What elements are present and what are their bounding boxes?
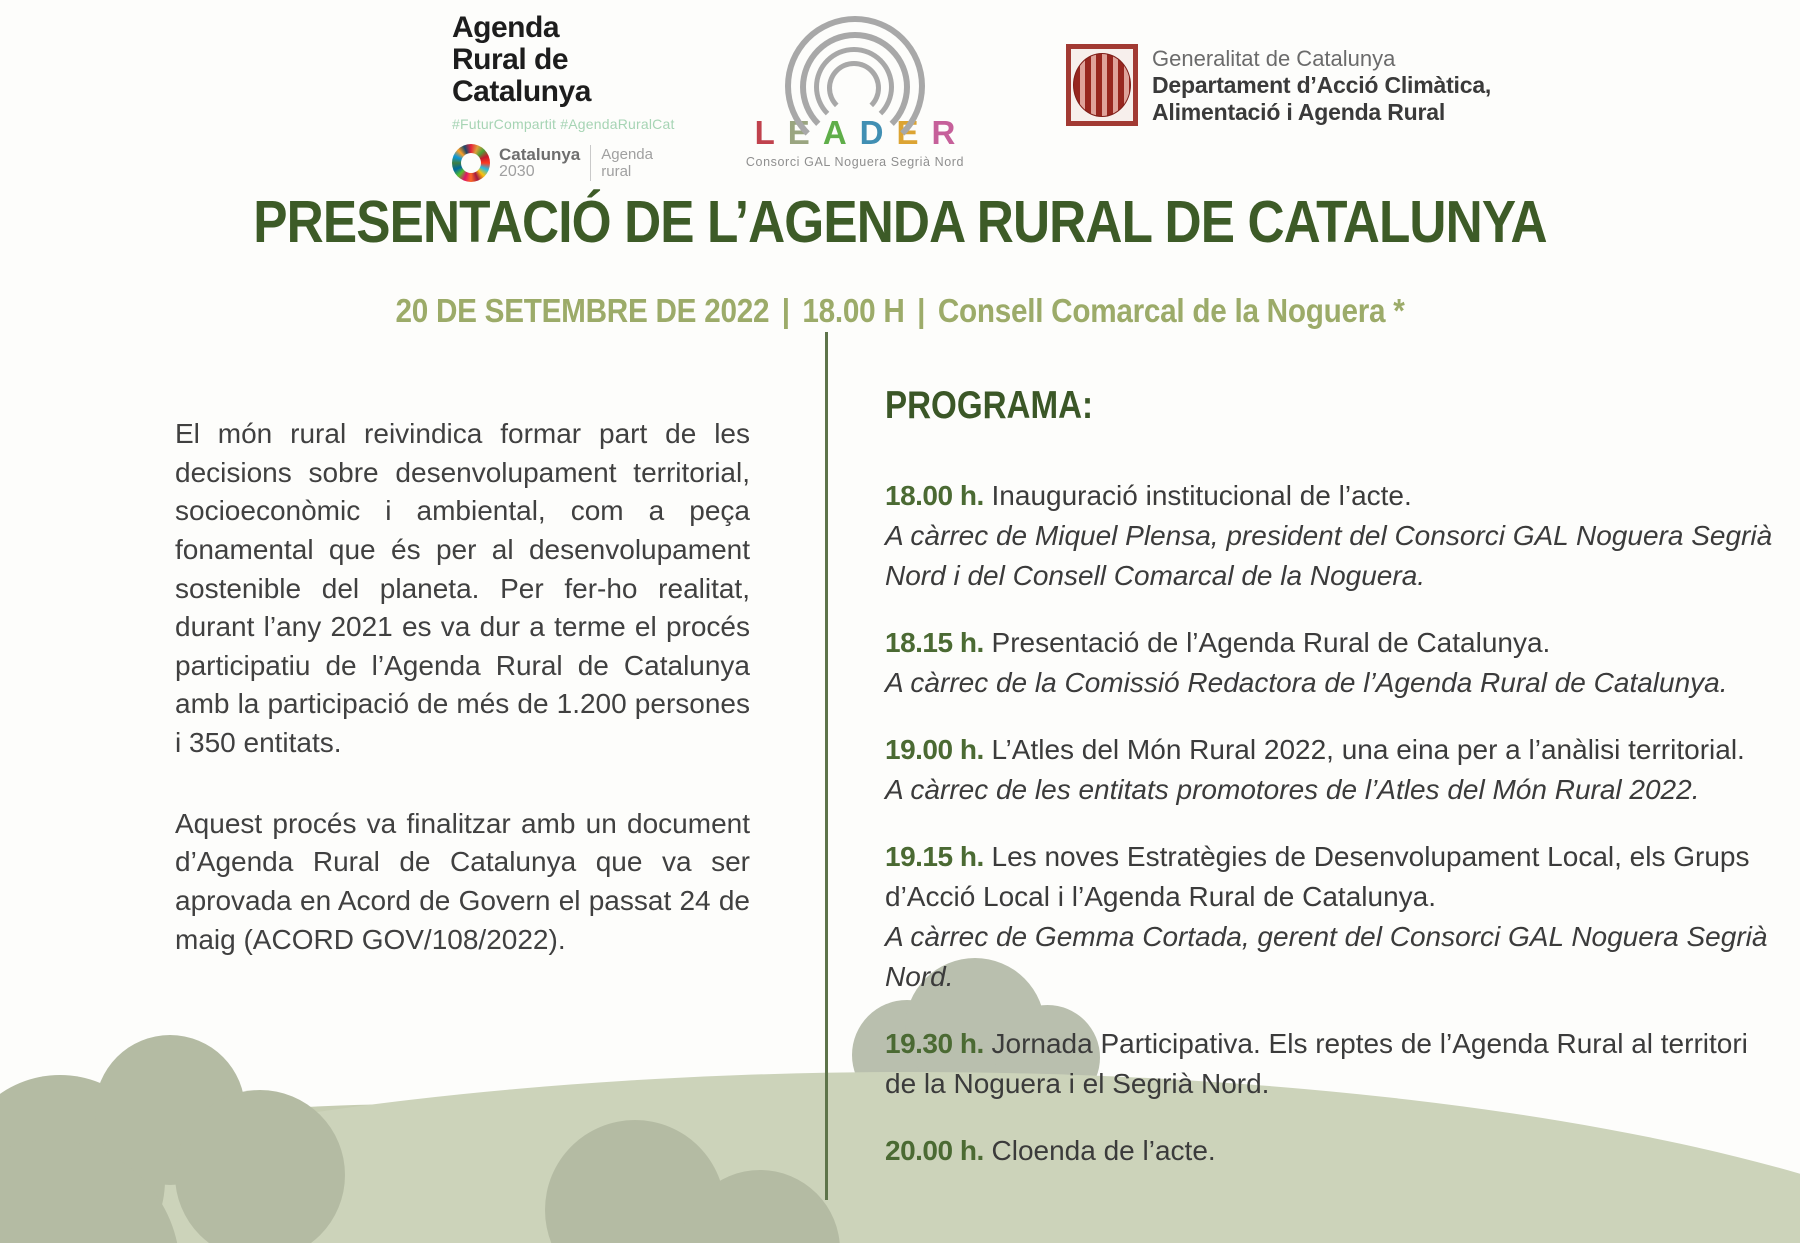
program-item: [885, 1131, 1780, 1171]
leader-letter-2: A: [822, 114, 860, 151]
program-item: [885, 837, 1780, 997]
program-speaker: A càrrec de les entitats promotores de l’Atles del Món Rural 2022.: [885, 773, 1700, 805]
catalunya-2030-year: 2030: [499, 162, 535, 180]
agenda-rural-catalunya-logo: [452, 12, 682, 182]
catalunya-2030-name: Catalunya: [499, 144, 581, 164]
program-heading: PROGRAMA:: [885, 384, 1094, 427]
leader-letter-5: R: [931, 114, 969, 151]
program-time: 18.15 h.: [885, 626, 984, 658]
program-description: Presentació de l’Agenda Rural de Catalunya.: [991, 626, 1551, 658]
agenda-rural-label: Agenda rural: [601, 146, 653, 181]
agenda-logo-title: Agenda Rural de Catalunya: [452, 11, 591, 109]
leader-caption: Consorci GAL Noguera Segrià Nord: [745, 155, 965, 169]
leader-letter-1: E: [787, 114, 823, 151]
leader-logo: [735, 16, 975, 169]
program-speaker: A càrrec de Miquel Plensa, president del Consorci GAL Noguera Segrià Nord i del Consell Comarcal de la Noguera.: [885, 519, 1773, 591]
campaign-hashtags: #FuturCompartit #AgendaRuralCat: [452, 116, 675, 133]
departament-line2: Alimentació i Agenda Rural: [1152, 99, 1446, 126]
program-column: [885, 378, 1780, 1198]
program-time: 19.30 h.: [885, 1028, 984, 1060]
intro-column: [175, 415, 750, 1001]
program-time: 18.00 h.: [885, 479, 984, 511]
leader-letter-0: L: [754, 114, 788, 151]
event-venue: Consell Comarcal de la Noguera *: [937, 292, 1405, 329]
generalitat-logo: [1066, 44, 1491, 126]
program-item: [885, 623, 1780, 703]
logo-divider: [590, 145, 591, 181]
sdg-wheel-icon: [452, 144, 490, 182]
program-description: Inauguració institucional de l’acte.: [991, 479, 1412, 511]
intro-paragraph: El món rural reivindica formar part de les decisions sobre desenvolupament territorial, socioeconòmic i ambiental, com a peça fonamental que és per al desenvolupament sostenible del planeta. Per fer-ho realitat, durant l’any 2021 es va dur a terme el procés participatiu de l’Agenda Rural de Catalunya amb la participació de més de 1.200 persones i 350 entitats.: [175, 418, 750, 758]
program-time: 20.00 h.: [885, 1135, 984, 1167]
program-item: [885, 1024, 1780, 1104]
program-description: Cloenda de l’acte.: [991, 1135, 1216, 1167]
program-time: 19.00 h.: [885, 733, 984, 765]
departament-line1: Departament d’Acció Climàtica,: [1152, 71, 1492, 98]
catalunya-2030-lockup: [452, 144, 682, 182]
program-speaker: A càrrec de la Comissió Redactora de l’Agenda Rural de Catalunya.: [885, 666, 1728, 698]
separator: |: [917, 292, 926, 329]
event-time: 18.00 H: [802, 292, 905, 329]
event-date: 20 DE SETEMBRE DE 2022: [395, 292, 770, 329]
program-time: 19.15 h.: [885, 840, 984, 872]
generalitat-emblem-icon: [1066, 44, 1138, 126]
separator: |: [781, 292, 790, 329]
program-description: Les noves Estratègies de Desenvolupament Local, els Grups d’Acció Local i l’Agenda Rural de Catalunya.: [885, 840, 1750, 913]
generalitat-name: Generalitat de Catalunya: [1152, 46, 1396, 71]
leader-arcs-icon: [735, 16, 975, 112]
event-date-location: [90, 292, 1710, 330]
program-item: [885, 476, 1780, 596]
program-speaker: A càrrec de Gemma Cortada, gerent del Consorci GAL Noguera Segrià Nord.: [885, 921, 1768, 993]
intro-paragraph: Aquest procés va finalitzar amb un document d’Agenda Rural de Catalunya que va ser aprovada en Acord de Govern el passat 24 de maig (ACORD GOV/108/2022).: [175, 807, 750, 955]
column-divider: [825, 332, 828, 1200]
program-item: [885, 730, 1780, 810]
leader-letter-3: D: [859, 114, 897, 151]
program-description: Jornada Participativa. Els reptes de l’Agenda Rural al territori de la Noguera i el Segrià Nord.: [885, 1028, 1748, 1100]
page-title: PRESENTACIÓ DE L’AGENDA RURAL DE CATALUNYA: [253, 189, 1547, 255]
program-description: L’Atles del Món Rural 2022, una eina per a l’anàlisi territorial.: [991, 733, 1745, 765]
leader-letter-4: E: [896, 114, 932, 151]
header-logos: [0, 0, 1800, 181]
